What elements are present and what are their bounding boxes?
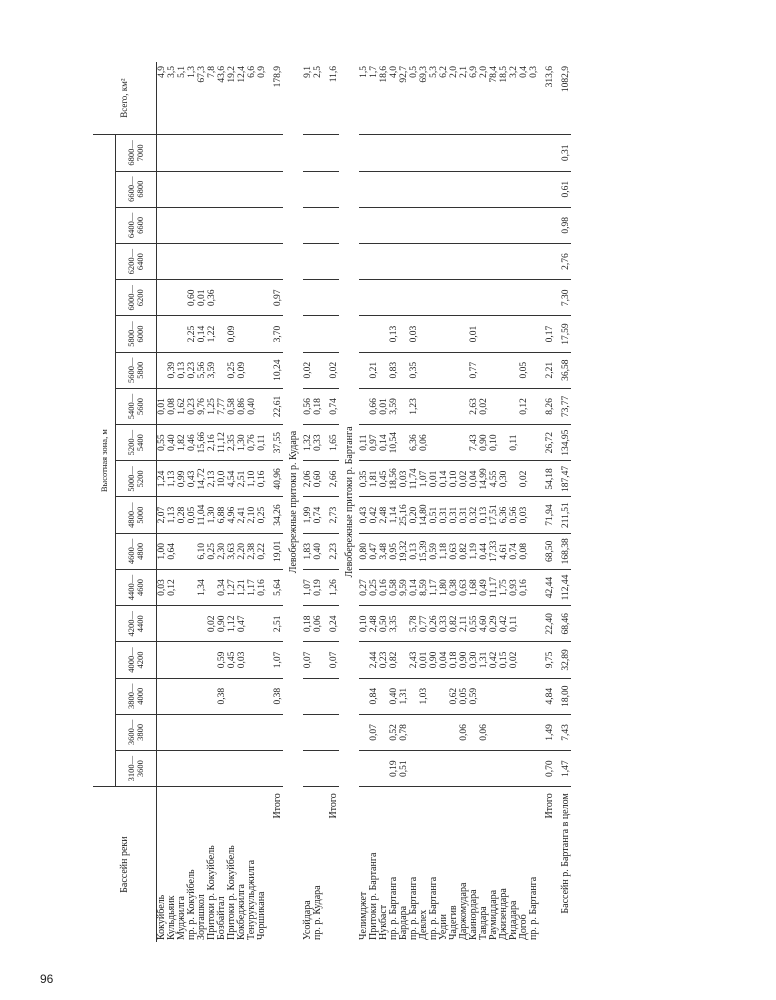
total-values: 4,9 3,5 5,1 1,3 67,3 7,8 43,6 19,2 12,4 6,6 0,9 [157, 66, 267, 83]
band-values: 2,25 0,14 1,22 0,09 [187, 325, 237, 343]
band-values: 1,32 0,33 [303, 434, 323, 451]
total-values: 9,1 2,5 [303, 66, 323, 78]
band-cell [303, 171, 323, 207]
band-values: 32,89 [561, 649, 571, 671]
band-cell [303, 135, 323, 171]
band-values: 73,77 [561, 395, 571, 418]
band-cell [323, 678, 339, 714]
band-cell [359, 207, 539, 243]
band-values: 0,01 0,08 1,62 0,23 9,76 1,25 7,77 0,58 0,86 0,40 [157, 398, 257, 415]
band-cell [539, 569, 555, 605]
band-cell [303, 606, 323, 642]
band-cell [539, 171, 555, 207]
band-cell [323, 243, 339, 279]
band-cell [539, 388, 555, 424]
band-values: 71,94 [545, 504, 555, 526]
band-values: 1,47 [561, 760, 571, 777]
band-cell [359, 569, 539, 605]
band-cell [555, 171, 571, 207]
band-values: 10,24 [273, 359, 283, 381]
band-cell [555, 606, 571, 642]
band-cell [157, 606, 268, 642]
band-cell [555, 388, 571, 424]
band-values: 0,56 0,18 [303, 398, 323, 415]
row-name [157, 787, 268, 942]
band-values: 187,47 [561, 465, 571, 492]
river-names: Усойдара пр. р. Кудара [302, 885, 323, 940]
band-cell [359, 243, 539, 279]
band-cell [157, 171, 268, 207]
band-cell [555, 714, 571, 750]
band-values: 22,61 [273, 395, 283, 418]
band-values: 0,11 0,97 0,14 10,54 6,36 0,06 7,43 0,90 0,10 0,11 [359, 431, 519, 454]
band-cell [157, 642, 268, 678]
band-cell [359, 171, 539, 207]
total-values: 1082,9 [561, 66, 571, 93]
band-values: 0,31 [561, 144, 571, 162]
band-cell [555, 569, 571, 605]
band-values: 0,19 0,51 [389, 760, 409, 777]
band-values: 4,84 [545, 687, 555, 705]
band-cell [555, 135, 571, 171]
band-cell [359, 461, 539, 497]
band-cell [323, 316, 339, 352]
total-cell [539, 62, 555, 135]
section-row [283, 62, 303, 942]
band-values: 0,38 [273, 687, 283, 705]
band-values: 8,26 [545, 398, 555, 415]
band-values: 0,84 0,40 1,31 1,03 0,62 0,05 0,59 [369, 687, 479, 705]
band-values: 0,55 0,40 1,82 0,46 15,66 2,16 11,12 2,35 1,30 0,76 0,11 [157, 431, 267, 454]
band-cell [303, 352, 323, 388]
band-cell [303, 751, 323, 787]
band-cell [323, 352, 339, 388]
band-values: 0,18 0,06 [303, 615, 323, 633]
band-cell [323, 461, 339, 497]
page-number: 96 [40, 972, 54, 986]
band-cell [157, 425, 268, 461]
header-band: 4200—4400 [116, 606, 157, 642]
total-cell [157, 62, 268, 135]
header-band: 6400—6600 [116, 207, 157, 243]
band-values: 0,43 0,42 2,48 1,14 25,16 0,20 14,80 0,51 0,31 0,31 0,31 0,32 0,13 17,51 6,36 0,56 0,03 [359, 504, 529, 526]
band-values: 0,07 0,52 0,78 0,06 0,06 [369, 724, 489, 741]
total-cell [555, 62, 571, 135]
band-cell [555, 425, 571, 461]
header-band: 5800—6000 [116, 316, 157, 352]
header-band: 5200—5400 [116, 425, 157, 461]
band-cell [323, 135, 339, 171]
band-values: 0,60 0,01 0,36 [187, 289, 217, 307]
band-cell [539, 280, 555, 316]
band-values: 2,21 [545, 361, 555, 379]
band-cell [303, 533, 323, 569]
row-name [323, 787, 339, 942]
band-values: 0,27 0,25 0,16 0,58 9,59 0,14 8,59 1,17 1,80 0,38 0,63 1,68 0,49 11,17 1,75 0,93 0,16 [359, 577, 529, 599]
band-cell [267, 280, 283, 316]
band-cell [157, 533, 268, 569]
band-cell [267, 425, 283, 461]
band-cell [157, 678, 268, 714]
band-cell [157, 714, 268, 750]
band-cell [267, 352, 283, 388]
total-values: 11,6 [329, 66, 339, 83]
band-values: 68,46 [561, 613, 571, 635]
band-cell [303, 569, 323, 605]
band-values: 42,44 [545, 576, 555, 599]
band-values: 1,83 0,40 [303, 543, 323, 560]
band-cell [267, 207, 283, 243]
band-cell [157, 243, 268, 279]
band-values: 0,66 0,01 3,59 1,23 2,63 0,02 0,12 [369, 398, 529, 415]
band-values: 0,07 [329, 651, 339, 669]
band-cell [539, 135, 555, 171]
header-band: 6800—7000 [116, 135, 157, 171]
band-cell [555, 751, 571, 787]
band-values: 0,24 [329, 615, 339, 633]
band-cell [359, 497, 539, 533]
band-values: 7,30 [561, 289, 571, 307]
band-values: 0,02 [329, 361, 339, 379]
band-cell [555, 280, 571, 316]
band-cell [539, 678, 555, 714]
band-values: 2,66 [329, 470, 339, 488]
band-cell [157, 388, 268, 424]
band-values: 37,55 [273, 431, 283, 454]
total-values: 1,5 1,7 18,6 4,0 92,7 0,5 69,3 5,3 6,2 2,0 2,1 6,9 2,0 78,4 18,5 3,2 0,4 0,3 [359, 66, 539, 83]
river-names: Итого [544, 793, 555, 819]
band-cell [555, 316, 571, 352]
band-cell [539, 751, 555, 787]
band-cell [303, 714, 323, 750]
band-cell [359, 642, 539, 678]
band-cell [539, 461, 555, 497]
band-cell [555, 243, 571, 279]
header-band: 4000—4200 [116, 642, 157, 678]
total-values: 178,9 [273, 66, 283, 88]
band-values: 0,74 [329, 398, 339, 415]
band-cell [267, 243, 283, 279]
band-values: 1,49 [545, 724, 555, 741]
band-cell [359, 316, 539, 352]
section-row [339, 62, 359, 942]
header-band: 4800—5000 [116, 497, 157, 533]
row-name [303, 787, 323, 942]
band-cell [323, 642, 339, 678]
band-cell [555, 533, 571, 569]
band-cell [157, 352, 268, 388]
band-cell [555, 642, 571, 678]
band-cell [267, 714, 283, 750]
band-values: 0,21 0,83 0,35 0,77 0,05 [369, 361, 529, 379]
band-cell [267, 569, 283, 605]
band-cell [359, 425, 539, 461]
band-values: 2,44 0,23 0,82 2,43 0,01 0,90 0,04 0,18 0,90 0,30 1,31 0,42 0,15 0,02 [369, 651, 519, 669]
band-cell [303, 497, 323, 533]
band-cell [267, 388, 283, 424]
river-names: Итого [272, 793, 283, 819]
band-values: 5,64 [273, 579, 283, 596]
rotated-table-sheet [93, 62, 653, 942]
total-cell [267, 62, 283, 135]
total-values: 313,6 [545, 66, 555, 88]
band-values: 7,43 [561, 724, 571, 741]
band-cell [359, 606, 539, 642]
band-values: 0,70 [545, 760, 555, 777]
band-cell [303, 642, 323, 678]
band-values: 168,38 [561, 538, 571, 565]
band-cell [267, 751, 283, 787]
header-band: 6000—6200 [116, 280, 157, 316]
band-cell [267, 316, 283, 352]
band-cell [539, 642, 555, 678]
band-cell [267, 606, 283, 642]
table-row [303, 62, 323, 942]
band-cell [323, 533, 339, 569]
band-cell [555, 678, 571, 714]
band-cell [157, 461, 268, 497]
band-cell [555, 461, 571, 497]
band-values: 2,51 [273, 615, 283, 633]
band-cell [157, 280, 268, 316]
table-row [157, 62, 268, 942]
header-total: Всего, км² [93, 62, 157, 135]
band-cell [157, 569, 268, 605]
band-cell [359, 678, 539, 714]
band-values: 2,23 [329, 543, 339, 560]
band-cell [157, 316, 268, 352]
band-values: 0,39 0,13 0,23 5,56 3,59 0,25 0,09 [167, 361, 247, 379]
band-values: 19,01 [273, 540, 283, 562]
band-cell [267, 171, 283, 207]
row-name [359, 787, 539, 942]
row-name [267, 787, 283, 942]
row-name [539, 787, 555, 942]
header-band: 5000—5200 [116, 461, 157, 497]
band-values: 0,03 0,12 1,34 0,34 1,27 1,21 1,17 0,16 [157, 579, 267, 596]
band-cell [323, 171, 339, 207]
band-cell [539, 606, 555, 642]
band-cell [303, 243, 323, 279]
band-cell [359, 751, 539, 787]
band-values: 22,40 [545, 613, 555, 635]
band-cell [539, 207, 555, 243]
band-values: 17,59 [561, 323, 571, 345]
section-title: Левобережные притоки р. Бартанга [344, 426, 355, 578]
band-cell [359, 352, 539, 388]
band-cell [323, 497, 339, 533]
band-cell [539, 497, 555, 533]
header-band: 4600—4800 [116, 533, 157, 569]
band-cell [303, 207, 323, 243]
river-names: Кокуйбель Кульдьяик Муджилга пр. р. Кокуйбель Зорташкол Притоки р. Кокуйбель Бозбайтал Притоки р. Кокуйбель Кокбеджилга Тенурукульджилга Чоршикана [156, 845, 267, 940]
header-band: 4400—4600 [116, 569, 157, 605]
band-cell [555, 352, 571, 388]
band-values: 54,18 [545, 468, 555, 490]
band-values: 2,73 [329, 506, 339, 524]
band-values: 0,38 [217, 687, 227, 705]
header-band: 3800—4000 [116, 678, 157, 714]
band-values: 0,35 1,81 0,45 18,56 0,03 11,74 1,07 0,01 0,14 0,10 0,02 0,04 14,99 4,55 0,30 0,02 [359, 468, 529, 490]
band-values: 2,07 1,13 0,28 0,05 11,04 1,30 6,88 4,96 2,41 2,10 0,25 [157, 504, 267, 526]
band-cell [267, 135, 283, 171]
section-title: Левобережные притоки р. Кудара [288, 430, 299, 574]
band-values: 3,70 [273, 325, 283, 343]
total-cell [303, 62, 323, 135]
total-row [539, 62, 555, 942]
table-row [359, 62, 539, 942]
header-band: 3600—3800 [116, 714, 157, 750]
header-band: 6600—6800 [116, 171, 157, 207]
band-cell [359, 533, 539, 569]
band-cell [267, 642, 283, 678]
band-cell [323, 751, 339, 787]
band-cell [267, 678, 283, 714]
band-cell [323, 388, 339, 424]
band-values: 34,26 [273, 504, 283, 526]
band-values: 0,80 0,47 3,48 0,95 19,32 0,13 15,39 0,59 1,18 0,63 0,82 1,19 0,44 17,33 4,61 0,74 0,08 [359, 540, 529, 562]
band-cell [555, 207, 571, 243]
altitude-zone-table [93, 62, 571, 942]
band-values: 112,44 [561, 574, 571, 601]
river-names: Итого [328, 793, 339, 819]
band-values: 9,75 [545, 651, 555, 669]
river-names: Челимджет Притоки р. Бартанга Нукбаст пр. р. Бартанга Бардара пр. р. Бартанга Девлех пр. р. Бартанга Уедии Чадегив Даржомудара Каинордара Тавдара Раумиддара Джизендара Ридадара Догоб пр. р. Бартанга [358, 852, 539, 940]
header-basin: Бассейн реки [93, 787, 157, 942]
band-values: 1,00 0,64 6,10 0,25 2,30 3,63 2,20 2,38 0,22 [157, 543, 267, 560]
band-values: 0,07 [303, 651, 313, 669]
band-cell [157, 135, 268, 171]
band-cell [303, 461, 323, 497]
band-cell [359, 714, 539, 750]
header-band: 5400—5600 [116, 388, 157, 424]
band-cell [539, 316, 555, 352]
total-row [555, 62, 571, 942]
band-cell [323, 425, 339, 461]
total-cell [359, 62, 539, 135]
band-values: 68,50 [545, 540, 555, 562]
band-cell [323, 280, 339, 316]
total-row [267, 62, 283, 942]
header-band: 3100—3600 [116, 751, 157, 787]
total-row [323, 62, 339, 942]
band-cell [555, 497, 571, 533]
band-values: 36,58 [561, 359, 571, 381]
band-values: 1,26 [329, 579, 339, 596]
band-cell [157, 751, 268, 787]
band-values: 0,02 [303, 361, 313, 379]
band-cell [267, 533, 283, 569]
band-cell [359, 388, 539, 424]
band-values: 1,07 [273, 651, 283, 669]
band-values: 0,98 [561, 217, 571, 234]
band-values: 0,61 [561, 180, 571, 198]
band-cell [539, 243, 555, 279]
band-cell [539, 533, 555, 569]
band-values: 2,06 0,60 [303, 470, 323, 488]
band-cell [539, 352, 555, 388]
band-cell [157, 207, 268, 243]
band-values: 1,07 0,19 [303, 579, 323, 596]
band-cell [303, 316, 323, 352]
band-cell [359, 280, 539, 316]
band-values: 26,72 [545, 431, 555, 454]
band-cell [303, 678, 323, 714]
band-values: 1,24 1,13 0,99 0,43 14,72 2,13 10,0 4,54 2,51 1,10 0,16 [157, 468, 267, 490]
band-cell [539, 425, 555, 461]
river-names: Бассейн р. Бартанга в целом [560, 793, 571, 914]
band-values: 0,02 0,90 1,12 0,47 [207, 615, 247, 633]
band-values: 0,10 2,48 0,50 3,35 5,78 0,77 0,26 0,33 0,82 2,11 0,55 4,60 0,29 0,42 0,11 [359, 615, 519, 633]
band-cell [323, 207, 339, 243]
band-values: 0,59 0,45 0,03 [217, 651, 247, 669]
band-values: 0,17 [545, 325, 555, 343]
band-values: 40,96 [273, 468, 283, 490]
band-cell [359, 135, 539, 171]
header-band: 6200—6400 [116, 243, 157, 279]
band-values: 0,97 [273, 289, 283, 307]
band-cell [303, 280, 323, 316]
band-cell [303, 388, 323, 424]
row-name [555, 787, 571, 942]
band-cell [323, 569, 339, 605]
band-cell [303, 425, 323, 461]
band-cell [323, 606, 339, 642]
band-cell [323, 714, 339, 750]
total-cell [323, 62, 339, 135]
band-values: 18,00 [561, 685, 571, 707]
band-values: 1,99 0,74 [303, 506, 323, 524]
band-cell [539, 714, 555, 750]
band-cell [267, 497, 283, 533]
band-values: 0,13 0,03 0,01 [389, 325, 479, 343]
band-values: 1,65 [329, 434, 339, 451]
band-values: 2,76 [561, 253, 571, 270]
header-altitude-zone: Высотная зона, м [93, 135, 116, 787]
band-cell [267, 461, 283, 497]
header-band: 5600—5800 [116, 352, 157, 388]
band-values: 211,51 [561, 502, 571, 528]
band-cell [157, 497, 268, 533]
band-values: 134,95 [561, 429, 571, 456]
